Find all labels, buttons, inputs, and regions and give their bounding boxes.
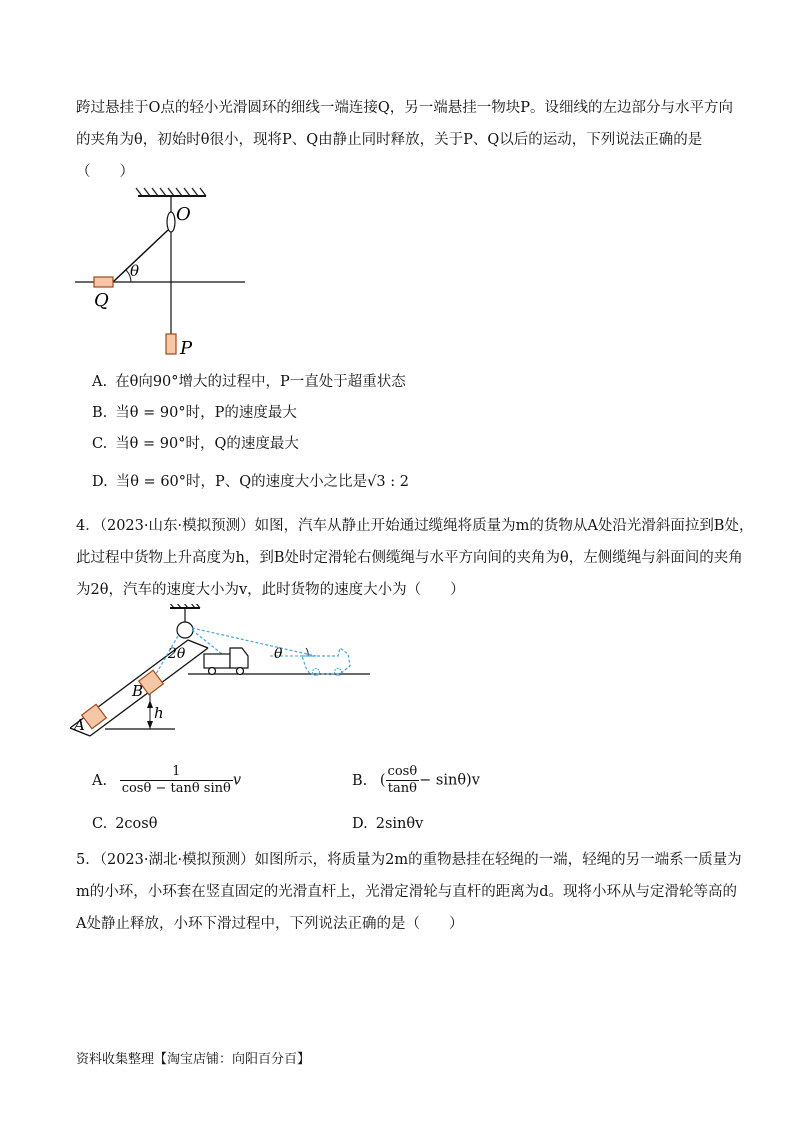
option-label: A. (92, 772, 108, 789)
option-label: B. (92, 405, 108, 421)
fraction-denominator: tanθ (387, 781, 417, 796)
label-b: B (132, 682, 144, 700)
label-p: P (180, 338, 193, 358)
q5-stem-line-2: m的小环，小环套在竖直固定的光滑直杆上，光滑定滑轮与直杆的距离为d。现将小环从与定滑轮等高的 (76, 884, 738, 900)
q4-stem-line-3: 为2θ，汽车的速度大小为v，此时货物的速度大小为（ ） (76, 582, 465, 598)
option-text: 2sinθv (375, 816, 424, 832)
q3-answer-blank: （ ） (76, 164, 134, 180)
fraction-numerator: 1 (120, 764, 233, 781)
option-label: D. (92, 474, 108, 490)
option-text: 当θ = 90°时，P的速度最大 (115, 405, 297, 421)
q4-figure (70, 604, 380, 740)
label-o: O (176, 204, 191, 225)
fraction (120, 764, 233, 797)
q3-figure (70, 186, 260, 358)
fraction-denominator: cosθ − tanθ sinθ (121, 781, 231, 796)
option-tail: − sinθ)v (419, 772, 480, 789)
q3-option-c (92, 432, 299, 453)
q3-stem-line-1: 跨过悬挂于O点的轻小光滑圆环的细线一端连接Q，另一端悬挂一物块P。设细线的左边部分与水平方向 (76, 100, 734, 116)
truck-icon (204, 648, 248, 675)
q4-option-d (352, 816, 423, 832)
q3-option-a (92, 370, 406, 391)
option-label: B. (352, 772, 368, 789)
option-tail: v (232, 772, 242, 789)
page-footer: 资料收集整理【淘宝店铺：向阳百分百】 (76, 1052, 311, 1067)
block-a (82, 704, 107, 728)
label-h: h (154, 704, 164, 722)
option-label: C. (92, 816, 108, 832)
option-text: 2cosθ (115, 816, 158, 832)
q3-option-b (92, 401, 297, 422)
q4-option-b (352, 764, 480, 797)
option-text: 当θ = 60°时，P、Q的速度大小之比是√3 : 2 (115, 474, 409, 490)
option-text: 当θ = 90°时，Q的速度最大 (115, 436, 299, 452)
block-p (166, 334, 176, 354)
option-paren: ( (379, 772, 386, 789)
label-2theta: 2θ (168, 646, 186, 662)
q5-stem-line-3: A处静止释放，小环下滑过程中，下列说法正确的是（ ） (76, 916, 464, 932)
q4-stem-line-2: 此过程中货物上升高度为h，到B处时定滑轮右侧缆绳与水平方向间的夹角为θ，左侧缆绳与斜面间的夹角 (76, 550, 743, 566)
label-theta: θ (130, 262, 140, 280)
label-theta: θ (274, 646, 283, 662)
option-label: D. (352, 816, 368, 832)
fraction-numerator: cosθ (387, 764, 418, 779)
option-label: C. (92, 436, 108, 452)
q3-option-d (92, 470, 409, 491)
fraction (386, 764, 420, 797)
option-label: A. (92, 374, 108, 390)
block-q (94, 277, 113, 287)
q4-stem-line-1: 4．（2023·山东·模拟预测）如图，汽车从静止开始通过缆绳将质量为m的货物从A处沿光滑斜面拉到B处， (76, 518, 754, 534)
label-q: Q (94, 290, 109, 311)
q3-stem-line-2: 的夹角为θ，初始时θ很小，现将P、Q由静止同时释放，关于P、Q以后的运动，下列说法正确的是 (76, 132, 703, 148)
label-a: A (74, 716, 85, 734)
option-text: 在θ向90°增大的过程中，P一直处于超重状态 (115, 374, 406, 390)
q5-stem-line-1: 5．（2023·湖北·模拟预测）如图所示，将质量为2m的重物悬挂在轻绳的一端，轻绳的另一端系一质量为 (76, 852, 742, 868)
q4-option-a (92, 764, 241, 797)
q4-option-c (92, 816, 157, 832)
